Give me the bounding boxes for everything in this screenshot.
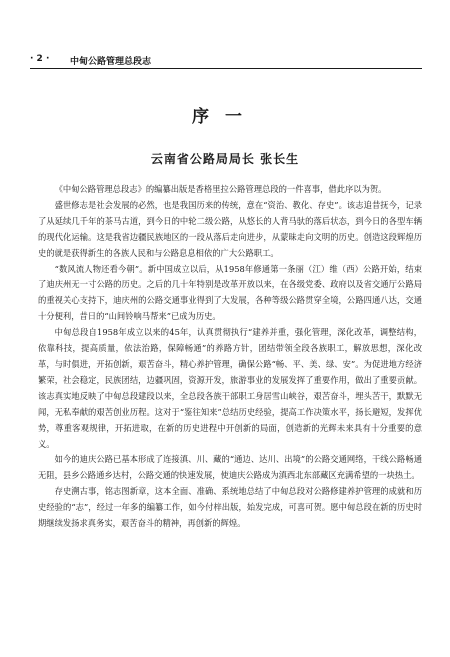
preface-title: 序一 <box>192 107 258 127</box>
header-rule <box>30 68 422 69</box>
paragraph-3: “数风流人物还看今朝”。新中国成立以后，从1958年修通第一条丽（江）维（西）公路开始，结束了迪庆州无一寸公路的历史。之后的几十年特别是改革开放以来，在各级党委、政府以及省交通厅公路局的重视关心支持下，迪庆州的公路交通事业得到了大发展，各种等级公路贯穿全境，公路四通八达，交通十分便利，昔日的“山间铃响马帮来”已成为历史。 <box>38 263 422 322</box>
paragraph-1: 《中甸公路管理总段志》的编纂出版是香格里拉公路管理总段的一件喜事，借此序以为贺。 <box>54 184 387 194</box>
running-head-title: 中甸公路管理总段志 <box>70 57 152 67</box>
paragraph-4: 中甸总段自1958年成立以来的45年，认真贯彻执行“建养并重，强化管理，深化改革，调整结构，依靠科技，提高质量，依法治路，保障畅通”的养路方针，团结带领全段各族职工，解放思想，深化改革，与时俱进，开拓创新，艰苦奋斗，精心养护管理，确保公路“畅、平、美、绿、安”。为促进地方经济繁荣，社会稳定，民族团结，边疆巩固，资源开发，旅游事业的发展发挥了重要作用，做出了重要贡献。该志真实地反映了中甸总段建段以来，全总段各族干部职工身居雪山峡谷，艰苦奋斗，埋头苦干，默默无闻，无私奉献的艰苦创业历程。这对于“鉴往知来”总结历史经验，提高工作决策水平，扬长避短，发挥优势，尊重客观规律，开拓进取，在新的历史进程中开创新的局面，创造新的光辉未来具有十分重要的意义。 <box>38 327 422 449</box>
page-number: · 2 · <box>30 54 50 64</box>
paragraph-2: 盛世修志是社会发展的必然，也是我国历来的传统，意在“资治、教化、存史”。该志追昔抚今，记录了从延续几千年的茶马古道，到今日的中轮二级公路，从悠长的人背马驮的落后状态，到今日的各型车辆的现代化运输。这是我省边疆民族地区的一段从落后走向进步，从蒙昧走向文明的历史。创造这段辉煌历史的就是获得新生的各族人民和与公路息息相依的广大公路职工。 <box>38 199 422 258</box>
preface-author: 云南省公路局局长 张长生 <box>150 152 300 166</box>
paragraph-5: 如今的迪庆公路已基本形成了连接滇、川、藏的“通边、达川、出境”的公路交通网络，干线公路畅通无阻，县乡公路通乡达村，公路交通的快速发展，使迪庆公路成为滇西北东部藏区充满希望的一块热土。 <box>38 454 422 481</box>
paragraph-6: 存史溯古事，铭志图新章，这本全面、准确、系统地总结了中甸总段对公路修建养护管理的成就和历史经验的“志”，经过一年多的编纂工作，如今付梓出版，始发完成，可喜可贺。愿中甸总段在新的历史时期继续发扬求真务实，艰苦奋斗的精神，再创新的辉煌。 <box>38 486 422 529</box>
preface-body <box>38 182 422 532</box>
